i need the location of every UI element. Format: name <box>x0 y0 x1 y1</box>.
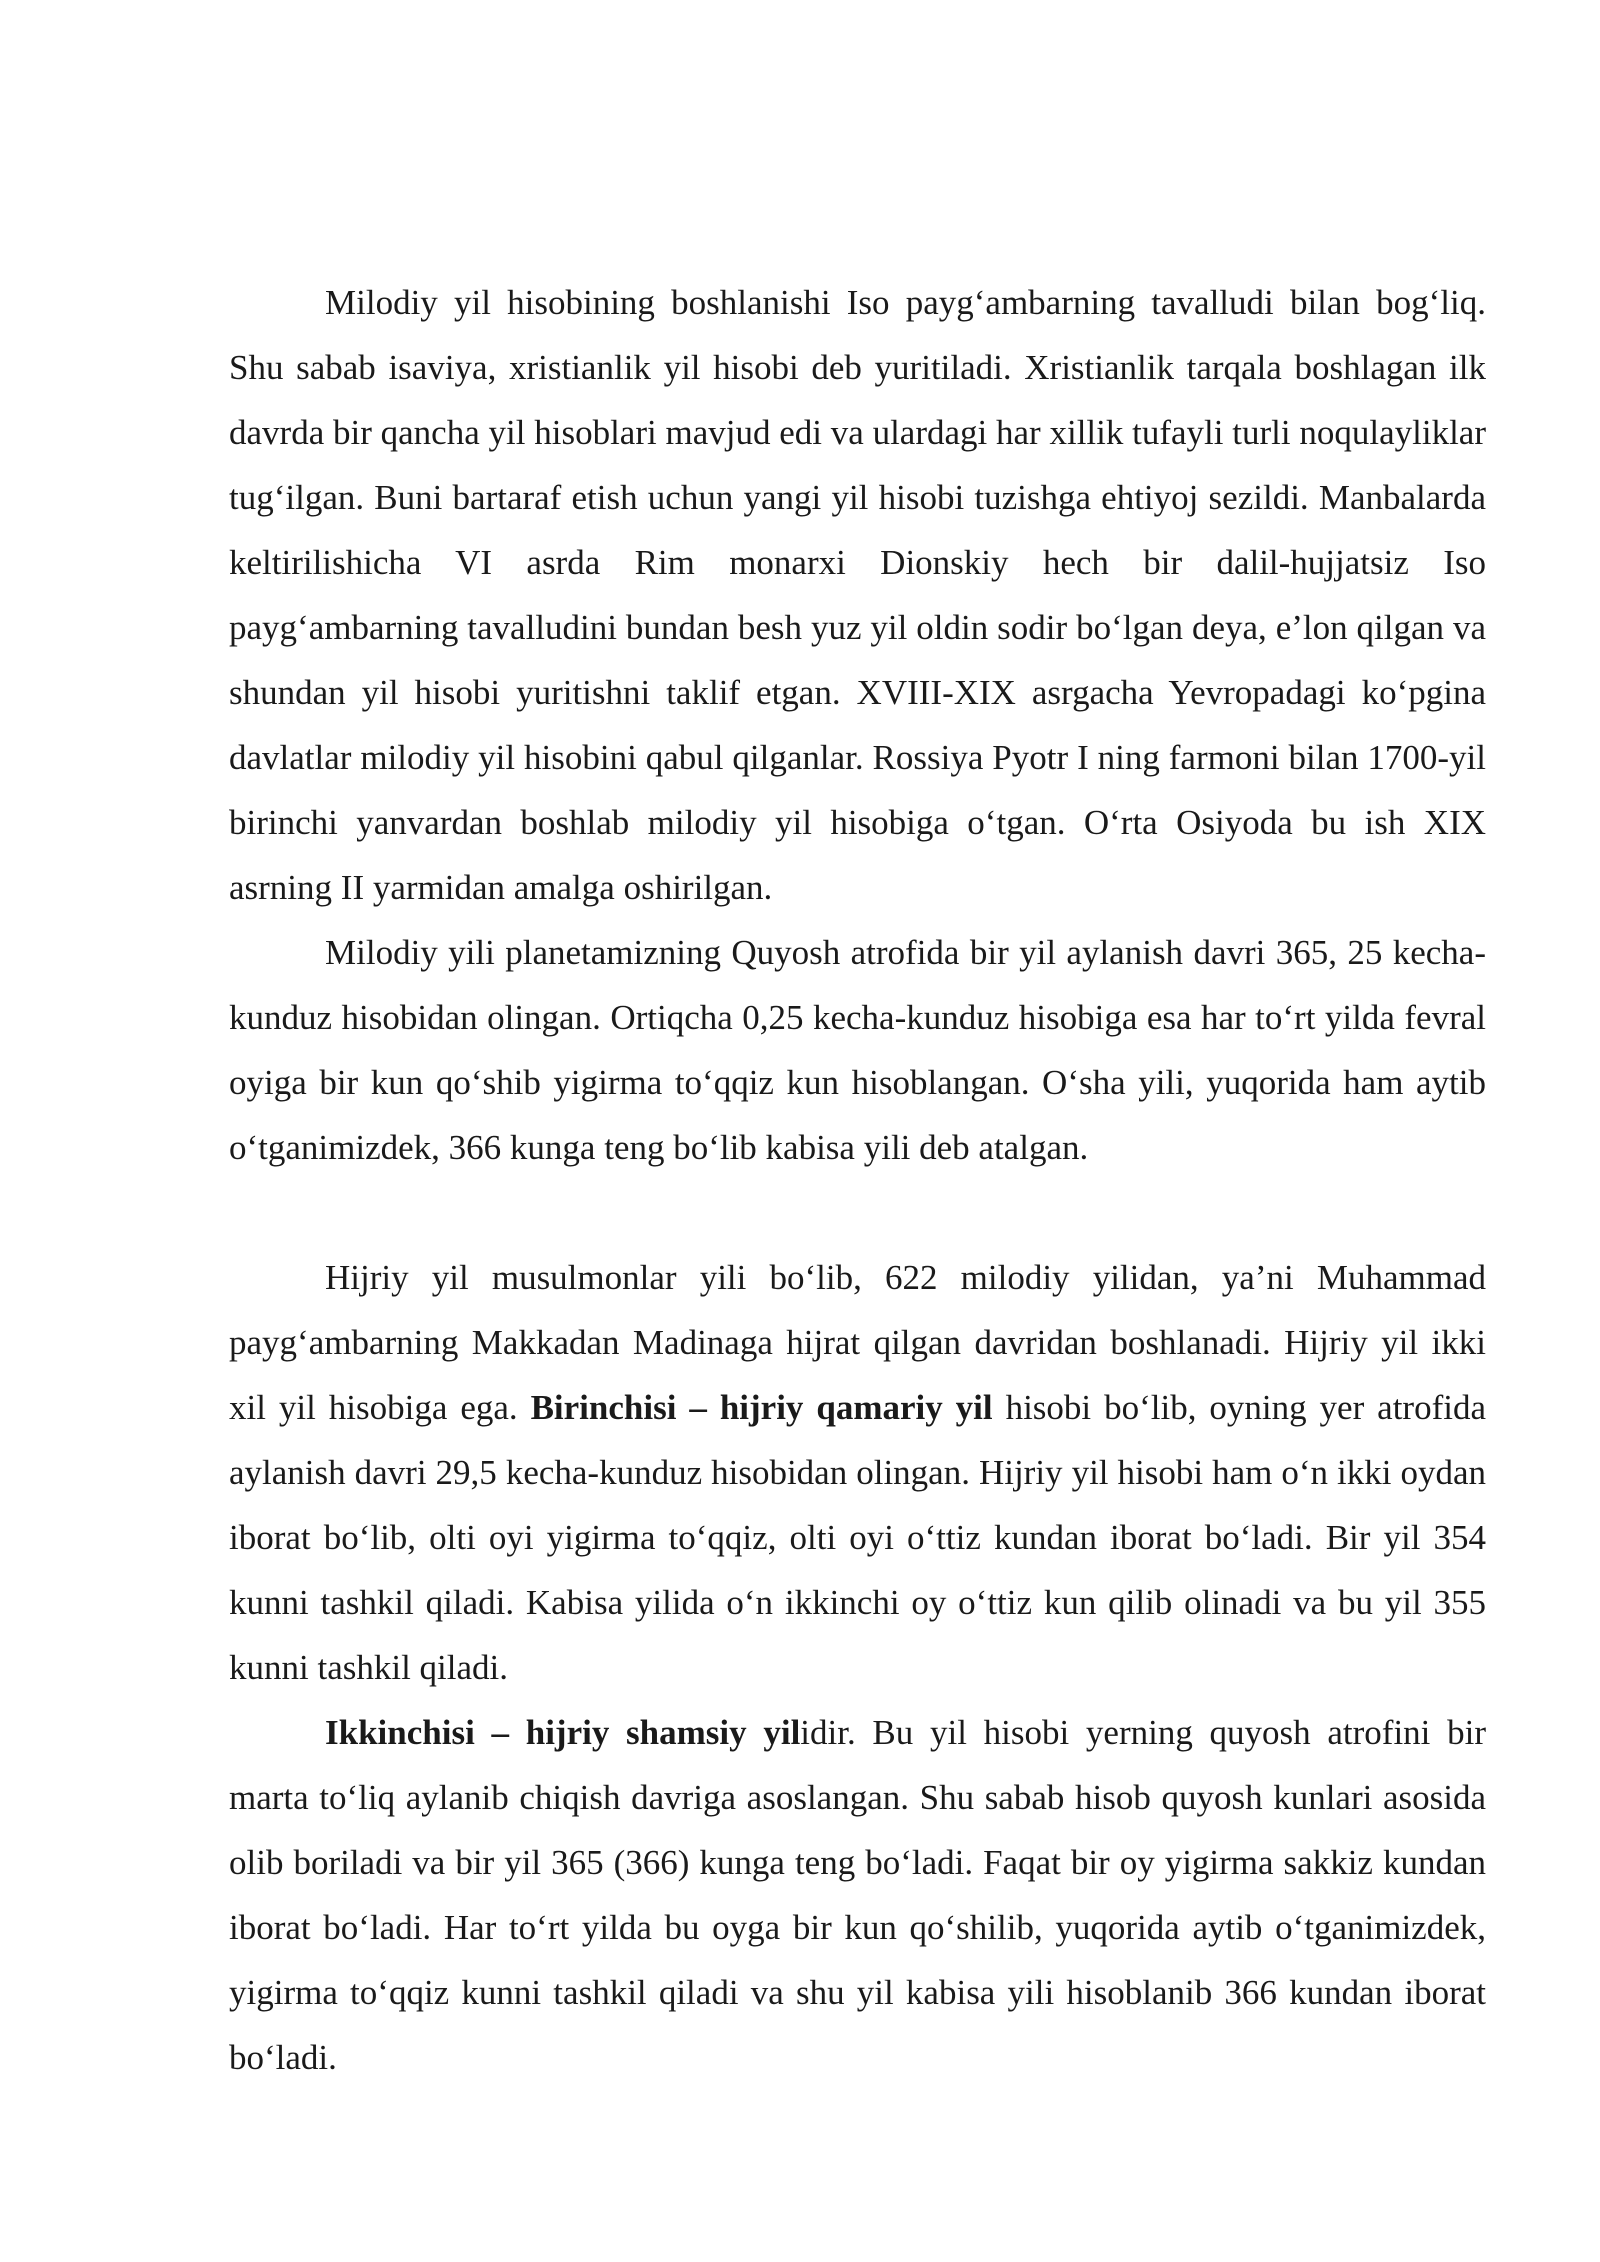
paragraph-text: idir. Bu yil hisobi yerning quyosh atrofini bir marta to‘liq aylanib chiqish davriga asoslangan. Shu sabab hisob quyosh kunlari asosida olib boriladi va bir yil 365 (366) kunga teng bo‘ladi. Faqat bir oy yigirma sakkiz kundan iborat bo‘ladi. Har to‘rt yilda bu oyga bir kun qo‘shilib, yuqorida aytib o‘tganimizdek, yigirma to‘qqiz kunni tashkil qiladi va shu yil kabisa yili hisoblanib 366 kundan iborat bo‘ladi. <box>229 1713 1486 2077</box>
bold-term-shamsiy: Ikkinchisi – hijriy shamsiy yil <box>325 1713 801 1752</box>
paragraph-milodiy-intro <box>229 270 1486 920</box>
paragraph-hijriy-shamsiy <box>229 1700 1486 2090</box>
paragraph-text: hisobi bo‘lib, oyning yer atrofida aylanish davri 29,5 kecha-kunduz hisobidan olingan. Hijriy yil hisobi ham o‘n ikki oydan iborat bo‘lib, olti oyi yigirma to‘qqiz, olti oyi o‘ttiz kundan iborat bo‘ladi. Bir yil 354 kunni tashkil qiladi. Kabisa yilida o‘n ikkinchi oy o‘ttiz kun qilib olinadi va bu yil 355 kunni tashkil qiladi. <box>229 1388 1486 1687</box>
paragraph-text: Milodiy yili planetamizning Quyosh atrofida bir yil aylanish davri 365, 25 kecha-kunduz hisobidan olingan. Ortiqcha 0,25 kecha-kunduz hisobiga esa har to‘rt yilda fevral oyiga bir kun qo‘shib yigirma to‘qqiz kun hisoblangan. O‘sha yili, yuqorida ham aytib o‘tganimizdek, 366 kunga teng bo‘lib kabisa yili deb atalgan. <box>229 933 1486 1167</box>
paragraph-text: Milodiy yil hisobining boshlanishi Iso payg‘ambarning tavalludi bilan bog‘liq. Shu sabab isaviya, xristianlik yil hisobi deb yuritiladi. Xristianlik tarqala boshlagan ilk davrda bir qancha yil hisoblari mavjud edi va ulardagi har xillik tufayli turli noqulayliklar tug‘ilgan. Buni bartaraf etish uchun yangi yil hisobi tuzishga ehtiyoj sezildi. Manbalarda keltirilishicha VI asrda Rim monarxi Dionskiy hech bir dalil-hujjatsiz Iso payg‘ambarning tavalludini bundan besh yuz yil oldin sodir bo‘lgan deya, e’lon qilgan va shundan yil hisobi yuritishni taklif etgan. XVIII-XIX asrgacha Yevropadagi ko‘pgina davlatlar milodiy yil hisobini qabul qilganlar. Rossiya Pyotr I ning farmoni bilan 1700-yil birinchi yanvardan boshlab milodiy yil hisobiga o‘tgan. O‘rta Osiyoda bu ish XIX asrning II yarmidan amalga oshirilgan. <box>229 283 1486 907</box>
document-page <box>229 270 1486 2090</box>
paragraph-text: Hijriy yil musulmonlar yili bo‘lib, 622 milodiy yilidan, ya’ni Muhammad payg‘ambarning Makkadan Madinaga hijrat qilgan davridan boshlanadi. Hijriy yil ikki xil yil hisobiga ega. <box>229 1258 1486 1427</box>
paragraph-hijriy-intro <box>229 1245 1486 1700</box>
paragraph-milodiy-leap-year <box>229 920 1486 1180</box>
bold-term-qamariy: Birinchisi – hijriy qamariy yil <box>530 1388 993 1427</box>
